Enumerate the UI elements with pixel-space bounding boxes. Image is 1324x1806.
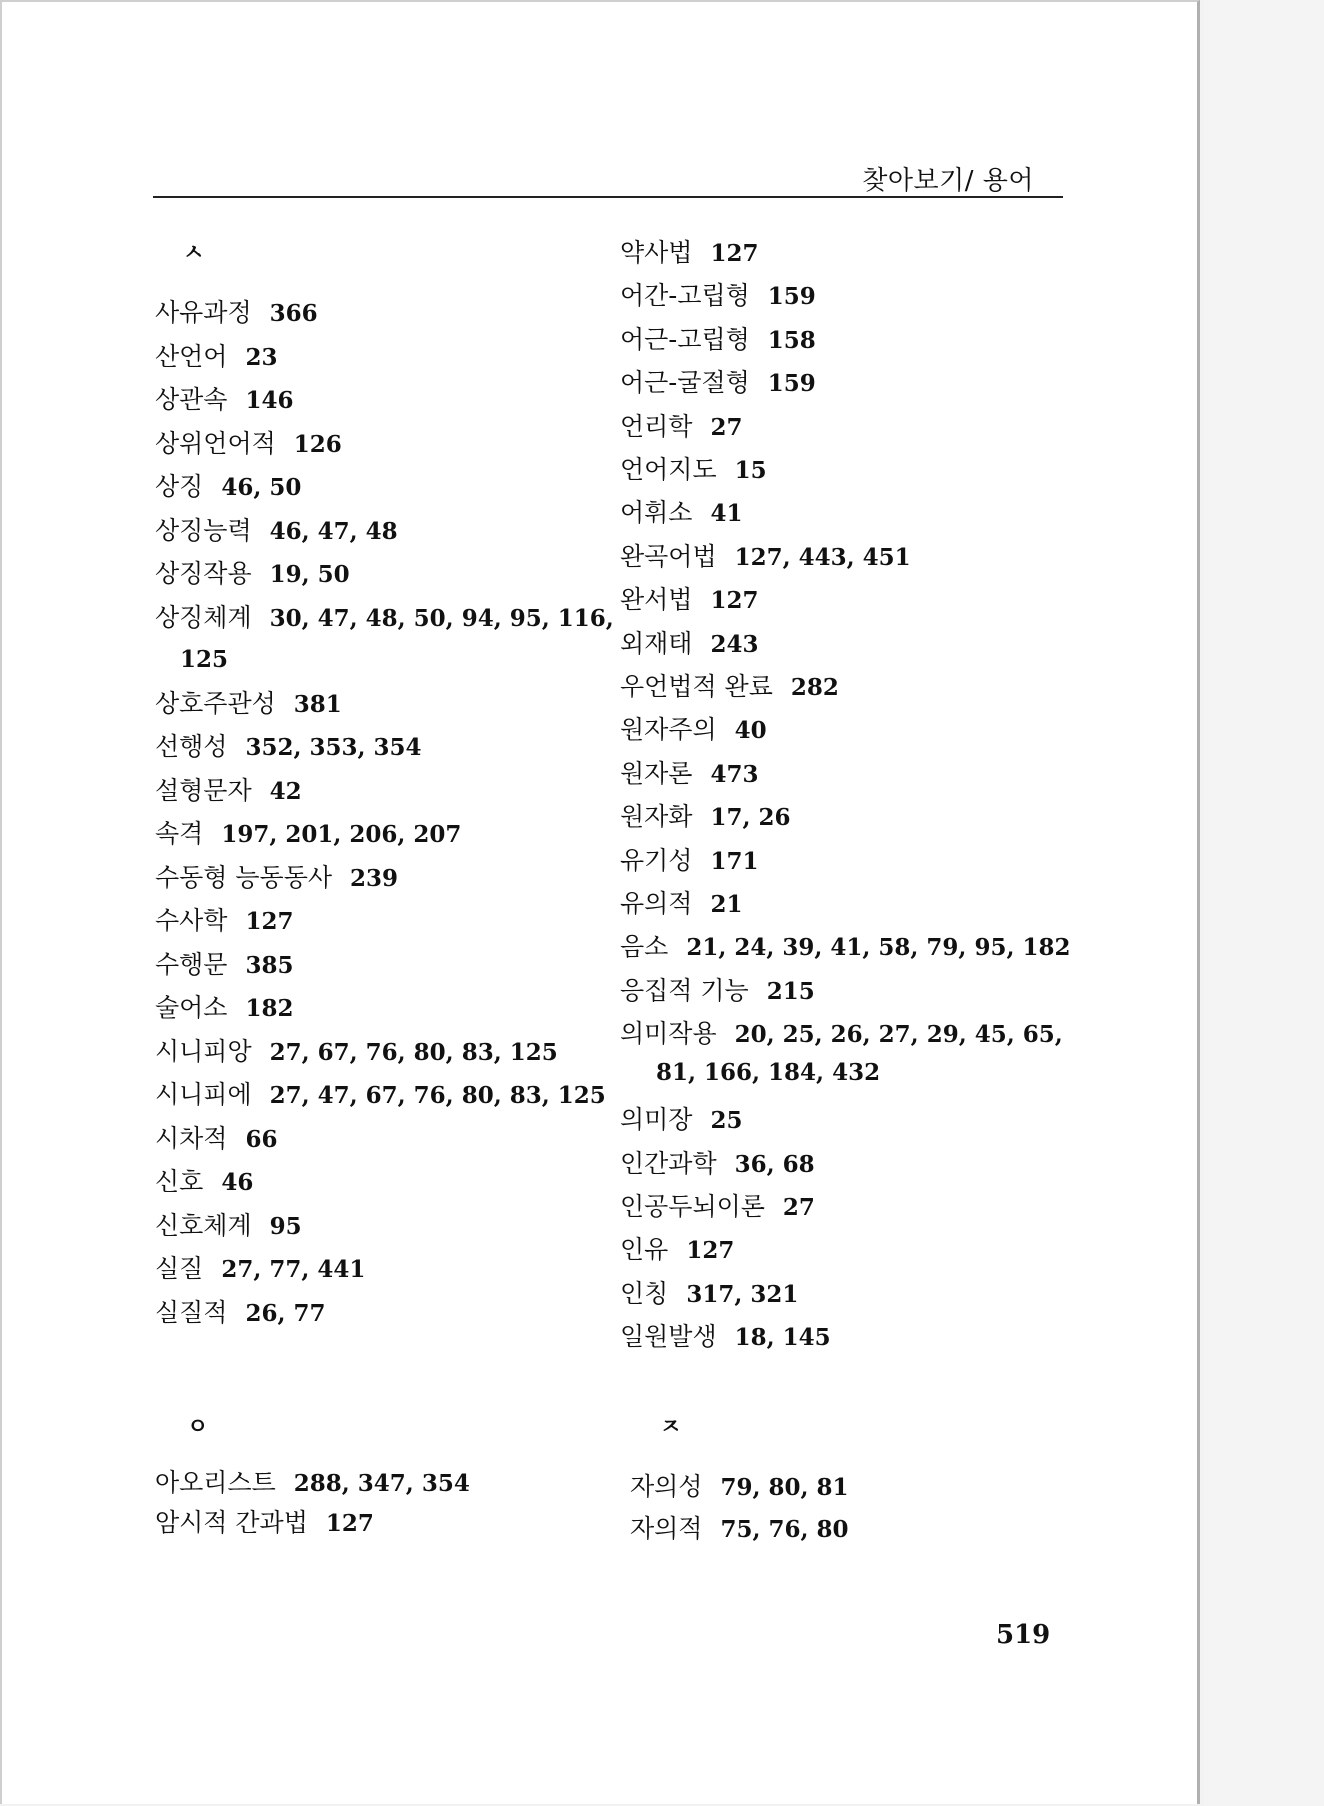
index-term: 산언어 bbox=[155, 341, 228, 371]
index-entry bbox=[620, 932, 1070, 963]
page-references: 27, 77, 441 bbox=[221, 1256, 366, 1283]
section-heading-o: ㅇ bbox=[187, 1415, 209, 1440]
index-term: 수사학 bbox=[155, 906, 228, 935]
index-entry bbox=[620, 629, 758, 660]
index-entry bbox=[155, 993, 293, 1024]
index-entry bbox=[620, 889, 742, 920]
page-references: 46, 47, 48 bbox=[269, 517, 398, 545]
page-references: 42 bbox=[269, 777, 302, 805]
page-references: 18, 145 bbox=[734, 1324, 831, 1352]
index-term: 인공두뇌이론 bbox=[620, 1192, 765, 1221]
index-term: 유기성 bbox=[620, 845, 693, 875]
index-term: 선행성 bbox=[155, 732, 228, 761]
index-term: 원자론 bbox=[620, 758, 693, 788]
page-references: 46, 50 bbox=[221, 474, 302, 501]
index-entry bbox=[155, 1298, 325, 1329]
index-entry bbox=[620, 585, 758, 616]
index-term: 인칭 bbox=[620, 1278, 669, 1308]
index-entry bbox=[155, 516, 398, 547]
page-references: 15 bbox=[734, 457, 767, 484]
index-entry bbox=[620, 715, 767, 746]
index-entry bbox=[155, 603, 614, 634]
page-references: 79, 80, 81 bbox=[720, 1474, 849, 1501]
index-entry bbox=[620, 1192, 815, 1223]
index-term: 완곡어법 bbox=[620, 541, 717, 571]
page-references: 127 bbox=[686, 1237, 735, 1265]
page-references: 171 bbox=[710, 847, 759, 875]
index-entry bbox=[155, 689, 342, 720]
index-term: 상징 bbox=[155, 472, 204, 501]
index-entry bbox=[155, 863, 398, 894]
index-entry bbox=[155, 472, 301, 503]
index-term: 의미장 bbox=[620, 1105, 693, 1135]
index-term: 인간과학 bbox=[620, 1148, 717, 1178]
index-entry bbox=[155, 1211, 302, 1242]
page-references: 21 bbox=[710, 891, 743, 918]
index-term: 아오리스트 bbox=[155, 1468, 276, 1497]
index-term: 실질 bbox=[155, 1254, 204, 1283]
page-references: 19, 50 bbox=[269, 561, 350, 588]
page-references: 473 bbox=[710, 760, 759, 788]
index-entry bbox=[620, 672, 839, 703]
page-references: 352, 353, 354 bbox=[245, 734, 422, 761]
index-term: 외재태 bbox=[620, 628, 693, 658]
index-entry bbox=[155, 298, 318, 329]
index-entry bbox=[620, 1149, 815, 1180]
index-entry bbox=[620, 1019, 1063, 1050]
index-entry bbox=[630, 1472, 849, 1503]
index-term: 상징작용 bbox=[155, 559, 252, 588]
page-references: 20, 25, 26, 27, 29, 45, 65, bbox=[734, 1021, 1063, 1049]
index-term: 응집적 기능 bbox=[620, 975, 749, 1005]
index-term: 음소 bbox=[620, 932, 669, 962]
index-term: 어근-굴절형 bbox=[620, 368, 750, 398]
index-entry bbox=[620, 1322, 831, 1353]
page-references: 27 bbox=[710, 413, 743, 441]
index-term: 실질적 bbox=[155, 1297, 228, 1327]
index-term: 상관속 bbox=[155, 385, 228, 414]
index-entry bbox=[620, 455, 767, 486]
continuation-line: 81, 166, 184, 432 bbox=[656, 1059, 881, 1086]
index-term: 사유과정 bbox=[155, 298, 252, 327]
index-entry bbox=[155, 950, 293, 981]
running-header: 찾아보기/ 용어 bbox=[862, 166, 1034, 196]
page-references: 30, 47, 48, 50, 94, 95, 116, bbox=[269, 604, 614, 632]
index-term: 설형문자 bbox=[155, 775, 252, 805]
index-term: 수동형 능동동사 bbox=[155, 862, 332, 892]
index-term: 인유 bbox=[620, 1235, 669, 1265]
index-entry bbox=[155, 342, 277, 373]
index-entry bbox=[155, 1468, 470, 1499]
page-references: 215 bbox=[766, 977, 815, 1005]
index-entry bbox=[155, 776, 302, 807]
index-entry bbox=[155, 732, 422, 763]
index-entry bbox=[620, 1279, 798, 1310]
index-term: 시니피앙 bbox=[155, 1036, 252, 1066]
page-references: 41 bbox=[710, 500, 743, 528]
index-term: 속격 bbox=[155, 819, 204, 848]
index-entry bbox=[155, 906, 293, 937]
page-references: 197, 201, 206, 207 bbox=[221, 821, 462, 848]
header-rule bbox=[153, 196, 1063, 198]
index-term: 신호체계 bbox=[155, 1210, 252, 1240]
continuation-line: 125 bbox=[180, 646, 229, 673]
page-references: 75, 76, 80 bbox=[720, 1516, 849, 1543]
index-entry bbox=[620, 1235, 734, 1266]
page-references: 27 bbox=[782, 1194, 815, 1221]
page-references: 288, 347, 354 bbox=[293, 1470, 470, 1497]
page-references: 46 bbox=[221, 1169, 254, 1196]
page-references: 26, 77 bbox=[245, 1299, 326, 1327]
page-references: 146 bbox=[245, 387, 294, 414]
index-term: 어간-고립형 bbox=[620, 281, 750, 311]
index-entry bbox=[620, 1105, 742, 1136]
page-references: 243 bbox=[710, 630, 759, 658]
index-term: 신호 bbox=[155, 1167, 204, 1196]
page-references: 126 bbox=[293, 430, 342, 458]
index-entry bbox=[155, 1254, 365, 1285]
index-term: 우언법적 완료 bbox=[620, 672, 773, 701]
index-term: 의미작용 bbox=[620, 1019, 717, 1049]
index-entry bbox=[620, 325, 816, 356]
index-entry bbox=[620, 802, 790, 833]
index-entry bbox=[620, 412, 742, 443]
index-entry bbox=[155, 1508, 374, 1539]
page-references: 27, 47, 67, 76, 80, 83, 125 bbox=[269, 1082, 606, 1109]
page-margin bbox=[1204, 0, 1324, 1806]
index-term: 시차적 bbox=[155, 1123, 228, 1153]
index-entry bbox=[155, 385, 293, 416]
page-references: 282 bbox=[790, 674, 839, 701]
index-term: 완서법 bbox=[620, 585, 693, 615]
page-references: 159 bbox=[767, 283, 816, 311]
page-references: 127 bbox=[710, 587, 759, 615]
section-heading-j: ㅈ bbox=[660, 1415, 682, 1440]
index-entry bbox=[155, 1037, 558, 1068]
section-heading-s: ㅅ bbox=[183, 241, 205, 266]
index-term: 언리학 bbox=[620, 411, 693, 441]
index-term: 상위언어적 bbox=[155, 428, 276, 458]
page-number: 519 bbox=[996, 1620, 1051, 1650]
index-term: 암시적 간과법 bbox=[155, 1508, 308, 1537]
index-term: 술어소 bbox=[155, 993, 228, 1022]
page-references: 127 bbox=[325, 1510, 374, 1537]
page-references: 158 bbox=[767, 326, 816, 354]
page-references: 40 bbox=[734, 717, 767, 745]
page-references: 36, 68 bbox=[734, 1150, 815, 1178]
index-entry bbox=[620, 368, 816, 399]
page-references: 25 bbox=[710, 1107, 743, 1135]
page-references: 159 bbox=[767, 370, 816, 398]
index-entry bbox=[620, 846, 758, 877]
index-term: 유의적 bbox=[620, 889, 693, 918]
index-entry bbox=[155, 1080, 606, 1111]
page-references: 27, 67, 76, 80, 83, 125 bbox=[269, 1038, 558, 1066]
index-term: 어근-고립형 bbox=[620, 324, 750, 354]
index-term: 수행문 bbox=[155, 949, 228, 979]
index-term: 상호주관성 bbox=[155, 688, 276, 718]
index-entry bbox=[155, 1124, 277, 1155]
page-references: 66 bbox=[245, 1125, 278, 1153]
index-term: 약사법 bbox=[620, 238, 693, 267]
index-term: 시니피에 bbox=[155, 1080, 252, 1109]
index-entry bbox=[155, 1167, 253, 1198]
index-term: 자의적 bbox=[630, 1514, 703, 1543]
index-term: 원자주의 bbox=[620, 715, 717, 745]
index-term: 어휘소 bbox=[620, 498, 693, 528]
page-references: 366 bbox=[269, 300, 318, 327]
index-entry bbox=[155, 429, 342, 460]
page-references: 95 bbox=[269, 1212, 302, 1240]
page-references: 317, 321 bbox=[686, 1280, 799, 1308]
index-term: 원자화 bbox=[620, 802, 693, 832]
index-entry bbox=[620, 976, 815, 1007]
index-term: 일원발생 bbox=[620, 1322, 717, 1352]
page-references: 381 bbox=[293, 690, 342, 718]
index-entry bbox=[620, 759, 758, 790]
index-entry bbox=[620, 542, 911, 573]
page-references: 239 bbox=[350, 864, 399, 892]
page-references: 127, 443, 451 bbox=[734, 543, 911, 571]
index-term: 자의성 bbox=[630, 1472, 703, 1501]
index-entry bbox=[155, 819, 461, 850]
index-entry bbox=[620, 281, 816, 312]
page-references: 127 bbox=[710, 240, 759, 267]
page-references: 23 bbox=[245, 343, 278, 371]
index-entry bbox=[620, 238, 758, 269]
page-references: 385 bbox=[245, 951, 294, 979]
page-references: 127 bbox=[245, 908, 294, 935]
page-references: 182 bbox=[245, 995, 294, 1022]
index-term: 언어지도 bbox=[620, 455, 717, 484]
page-references: 21, 24, 39, 41, 58, 79, 95, 182 bbox=[686, 934, 1071, 962]
index-entry bbox=[630, 1514, 849, 1545]
page-references: 17, 26 bbox=[710, 804, 791, 832]
index-term: 상징체계 bbox=[155, 602, 252, 632]
index-entry bbox=[620, 498, 742, 529]
index-term: 상징능력 bbox=[155, 515, 252, 545]
index-entry bbox=[155, 559, 350, 590]
